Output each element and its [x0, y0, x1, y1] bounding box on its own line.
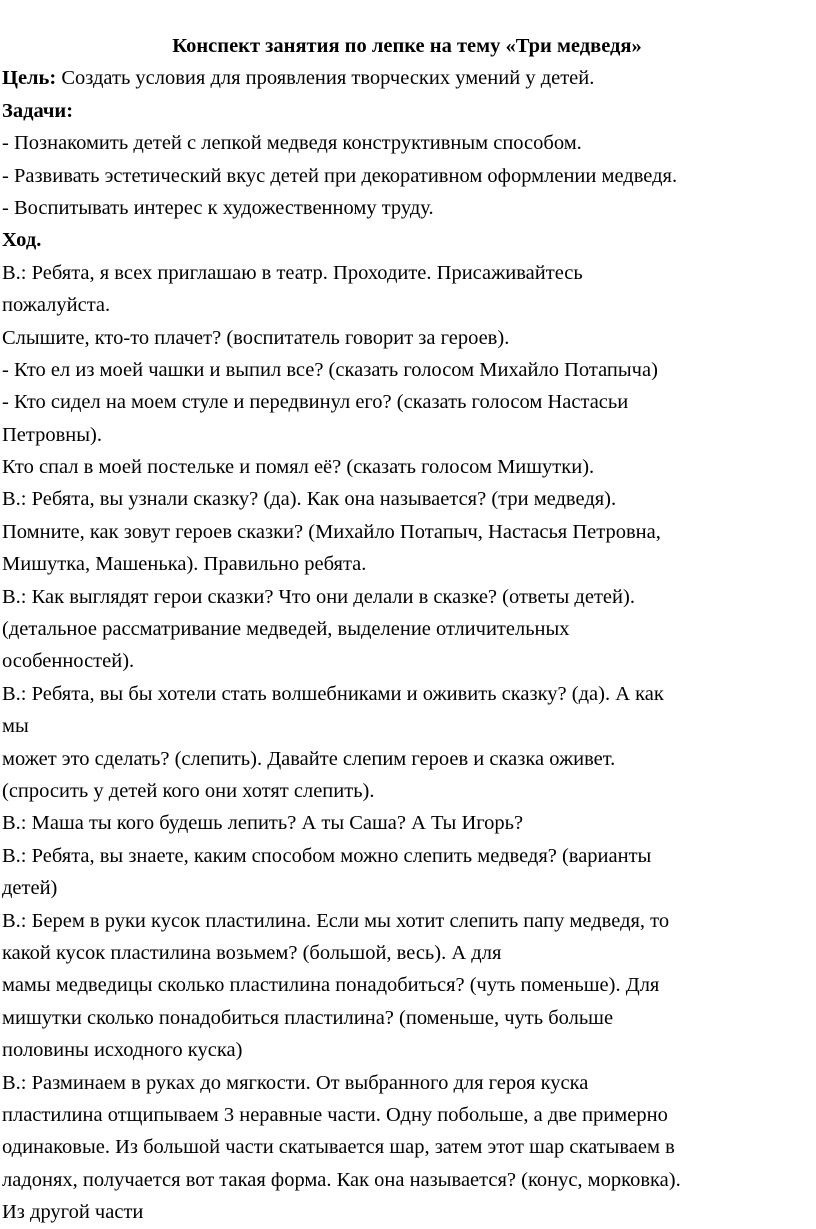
course-label: Ход.	[2, 229, 42, 252]
task-item: - Познакомить детей с лепкой медведя конструктивным способом.	[2, 132, 582, 155]
course-line: В.: Как выглядят герои сказки? Что они делали в сказке? (ответы детей).	[2, 585, 635, 608]
tasks-label: Задачи:	[2, 99, 74, 122]
course-line: В.: Ребята, вы знаете, каким способом можно слепить медведя? (варианты	[2, 844, 652, 867]
course-line: Слышите, кто-то плачет? (воспитатель говорит за героев).	[2, 326, 510, 349]
course-line: В.: Берем в руки кусок пластилина. Если мы хотит слепить папу медведя, то	[2, 909, 670, 932]
task-item: - Воспитывать интерес к художественному труду.	[2, 196, 434, 219]
goal-text: Создать условия для проявления творческих умений у детей.	[56, 67, 595, 90]
course-line: Петровны).	[2, 423, 102, 446]
course-line: (спросить у детей кого они хотят слепить).	[2, 779, 375, 802]
course-line: В.: Разминаем в руках до мягкости. От выбранного для героя куска	[2, 1071, 589, 1094]
course-line: В.: Ребята, вы узнали сказку? (да). Как она называется? (три медведя).	[2, 488, 617, 511]
course-line: В.: Ребята, вы бы хотели стать волшебниками и оживить сказку? (да). А как	[2, 682, 664, 705]
course-line: Из другой части	[2, 1201, 144, 1224]
course-line: половины исходного куска)	[2, 1039, 243, 1062]
course-line: может это сделать? (слепить). Давайте слепим героев и сказка оживет.	[2, 747, 616, 770]
course-line: - Кто сидел на моем стуле и передвинул его? (сказать голосом Настасьи	[2, 391, 629, 414]
course-line: какой кусок пластилина возьмем? (большой, весь). А для	[2, 941, 502, 964]
task-item: - Развивать эстетический вкус детей при декоративном оформлении медведя.	[2, 164, 678, 187]
course-line: мамы медведицы сколько пластилина понадобиться? (чуть поменьше). Для	[2, 974, 660, 997]
goal-label: Цель:	[2, 67, 57, 90]
document-title: Конспект занятия по лепке на тему «Три медведя»	[172, 35, 642, 57]
course-line: Помните, как зовут героев сказки? (Михайло Потапыч, Настасья Петровна,	[2, 520, 661, 543]
course-line: Кто спал в моей постельке и помял её? (сказать голосом Мишутки).	[2, 456, 595, 479]
course-line: В.: Маша ты кого будешь лепить? А ты Саша? А Ты Игорь?	[2, 812, 524, 835]
course-line: пожалуйста.	[2, 294, 111, 317]
course-line: особенностей).	[2, 650, 135, 673]
course-line: - Кто ел из моей чашки и выпил все? (сказать голосом Михайло Потапыча)	[2, 358, 658, 381]
goal-line	[2, 62, 812, 94]
course-line: В.: Ребята, я всех приглашаю в театр. Проходите. Присаживайтесь	[2, 261, 583, 284]
course-line: мишутки сколько понадобиться пластилина? (поменьше, чуть больше	[2, 1006, 614, 1029]
course-line: ладонях, получается вот такая форма. Как она называется? (конус, морковка).	[2, 1168, 681, 1191]
document-page	[0, 30, 816, 1228]
course-line: (детальное рассматривание медведей, выделение отличительных	[2, 618, 570, 641]
course-line: детей)	[2, 877, 58, 900]
course-line: одинаковые. Из большой части скатывается шар, затем этот шар скатываем в	[2, 1136, 675, 1159]
course-line: мы	[2, 715, 29, 738]
course-line: пластилина отщипываем 3 неравные части. Одну побольше, а две примерно	[2, 1103, 668, 1126]
course-line: Мишутка, Машенька). Правильно ребята.	[2, 553, 367, 576]
